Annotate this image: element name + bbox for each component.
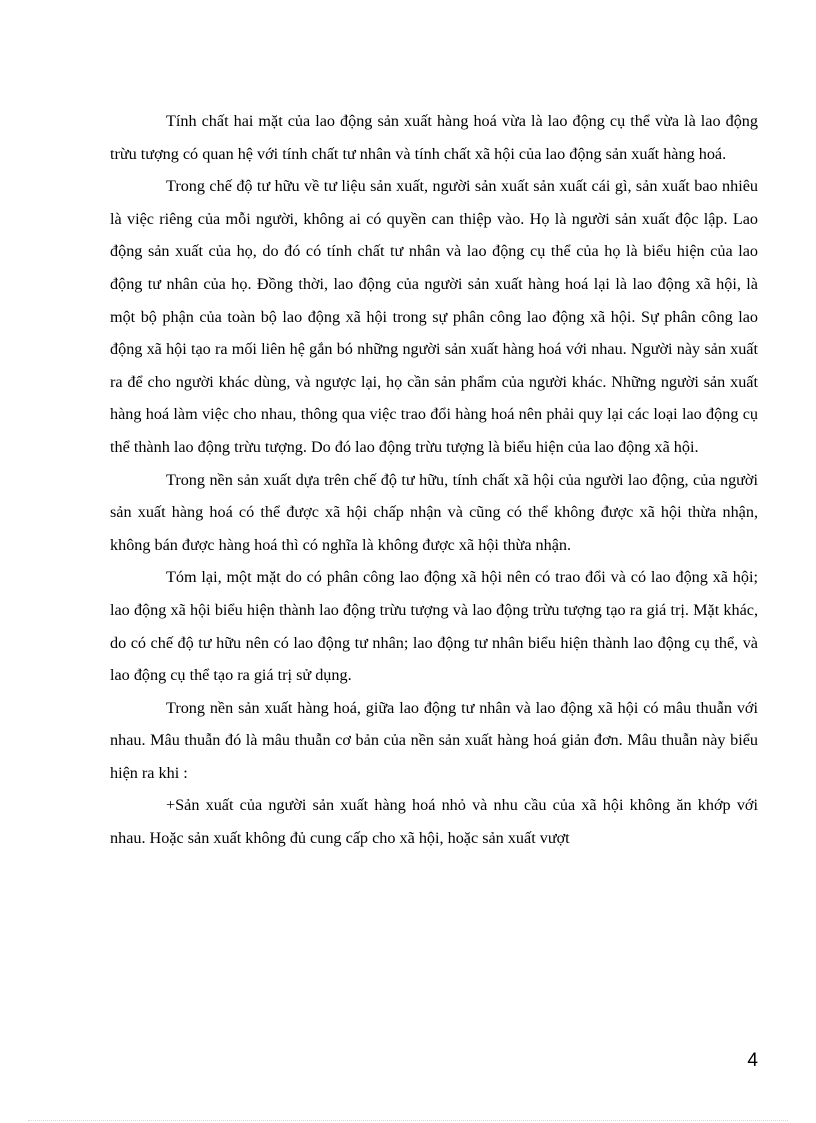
page-bottom-divider bbox=[28, 1120, 788, 1121]
paragraph-private-ownership: Trong chế độ tư hữu về tư liệu sản xuất, người sản xuất sản xuất cái gì, sản xuất bao nhiêu là việc riêng của mỗi người, không ai có quyền can thiệp vào. Họ là người sản xuất độc lập. Lao động sản xuất của họ, do đó có tính chất tư nhân và lao động cụ thể của họ là biểu hiện của lao động tư nhân của họ. Đồng thời, lao động của người sản xuất hàng hoá lại là lao động xã hội, là một bộ phận của toàn bộ lao động xã hội trong sự phân công lao động xã hội. Sự phân công lao động xã hội tạo ra mối liên hệ gắn bó những người sản xuất hàng hoá với nhau. Người này sản xuất ra để cho người khác dùng, và ngược lại, họ cần sản phẩm của người khác. Những người sản xuất hàng hoá làm việc cho nhau, thông qua việc trao đổi hàng hoá nên phải quy lại các loại lao động cụ thể thành lao động trừu tượng. Do đó lao động trừu tượng là biểu hiện của lao động xã hội. bbox=[110, 177, 758, 456]
page-number: 4 bbox=[747, 1050, 758, 1071]
paragraph-social-recognition: Trong nền sản xuất dựa trên chế độ tư hữu, tính chất xã hội của người lao động, của người sản xuất hàng hoá có thể được xã hội chấp nhận và cũng có thể không được xã hội thừa nhận, không bán được hàng hoá thì có nghĩa là không được xã hội thừa nhận. bbox=[110, 470, 758, 554]
page-body bbox=[110, 105, 758, 855]
paragraph-contradiction-manifestation: +Sản xuất của người sản xuất hàng hoá nhỏ và nhu cầu của xã hội không ăn khớp với nhau. Hoặc sản xuất không đủ cung cấp cho xã hội, hoặc sản xuất vượt bbox=[110, 796, 758, 848]
paragraph-dual-nature-of-labor: Tính chất hai mặt của lao động sản xuất hàng hoá vừa là lao động cụ thể vừa là lao động trừu tượng có quan hệ với tính chất tư nhân và tính chất xã hội của lao động sản xuất hàng hoá. bbox=[110, 112, 758, 163]
paragraph-summary: Tóm lại, một mặt do có phân công lao động xã hội nên có trao đổi và có lao động xã hội; lao động xã hội biểu hiện thành lao động trừu tượng và lao động trừu tượng tạo ra giá trị. Mặt khác, do có chế độ tư hữu nên có lao động tư nhân; lao động tư nhân biểu hiện thành lao động cụ thể, và lao động cụ thể tạo ra giá trị sử dụng. bbox=[110, 568, 758, 685]
paragraph-contradiction: Trong nền sản xuất hàng hoá, giữa lao động tư nhân và lao động xã hội có mâu thuẫn với nhau. Mâu thuẫn đó là mâu thuẫn cơ bản của nền sản xuất hàng hoá giản đơn. Mâu thuẫn này biểu hiện ra khi : bbox=[110, 698, 758, 782]
